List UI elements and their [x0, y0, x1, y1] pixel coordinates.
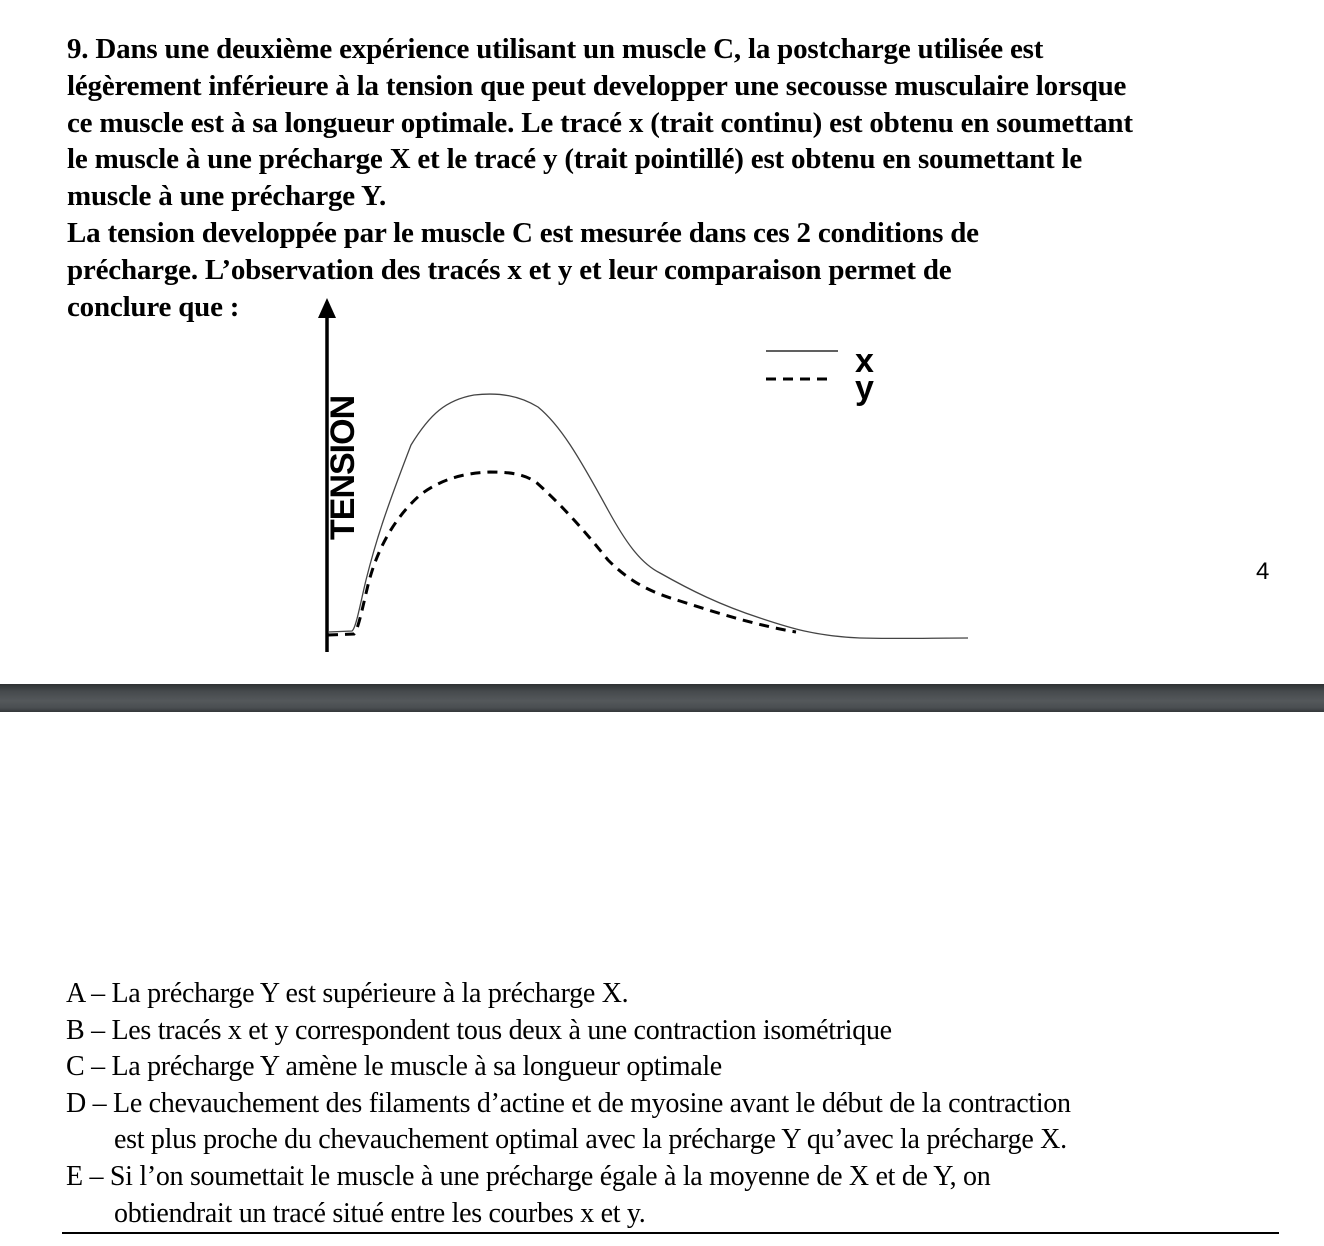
- option-d-text: D – Le chevauchement des filaments d’actine et de myosine avant le début de la contraction: [66, 1087, 1071, 1119]
- option-a-text: A – La précharge Y est supérieure à la précharge X.: [66, 978, 629, 1009]
- question-line: La tension developpée par le muscle C est mesurée dans ces 2 conditions de: [67, 216, 979, 249]
- option-e: [66, 1159, 1286, 1232]
- curve-x: [328, 394, 968, 638]
- option-c: [66, 1049, 1286, 1086]
- option-e-text: E – Si l’on soumettait le muscle à une précharge égale à la moyenne de X et de Y, on: [66, 1160, 991, 1192]
- curve-y: [328, 472, 796, 635]
- option-d: [66, 1086, 1286, 1159]
- question-line: légèrement inférieure à la tension que peut developper une secousse musculaire lorsque: [67, 69, 1127, 102]
- question-line: ce muscle est à sa longueur optimale. Le tracé x (trait continu) est obtenu en soumettant: [67, 106, 1133, 139]
- question-line: muscle à une précharge Y.: [67, 180, 387, 213]
- bottom-rule: [62, 1232, 1279, 1234]
- page-number: 4: [1256, 558, 1270, 585]
- question-line: conclure que :: [67, 290, 240, 323]
- option-b: [66, 1013, 1286, 1050]
- y-axis-label: TENSION: [324, 395, 362, 540]
- option-e-continuation: obtiendrait un tracé situé entre les courbes x et y.: [114, 1197, 646, 1229]
- page-separator: [0, 684, 1324, 712]
- legend-label-x: x: [855, 342, 874, 380]
- answer-options: [66, 976, 1286, 1232]
- question-line: 9. Dans une deuxième expérience utilisant un muscle C, la postcharge utilisée est: [67, 33, 1044, 65]
- question-line: le muscle à une précharge X et le tracé y (trait pointillé) est obtenu en soumettant le: [67, 143, 1083, 176]
- option-a: [66, 976, 1286, 1013]
- option-d-continuation: est plus proche du chevauchement optimal avec la précharge Y qu’avec la précharge X.: [114, 1124, 1067, 1156]
- legend-label-y: y: [855, 369, 874, 407]
- question-line: précharge. L’observation des tracés x et y et leur comparaison permet de: [67, 253, 952, 286]
- option-b-text: B – Les tracés x et y correspondent tous deux à une contraction isométrique: [66, 1014, 892, 1046]
- question-text: [67, 31, 1287, 325]
- option-c-text: C – La précharge Y amène le muscle à sa longueur optimale: [66, 1051, 722, 1083]
